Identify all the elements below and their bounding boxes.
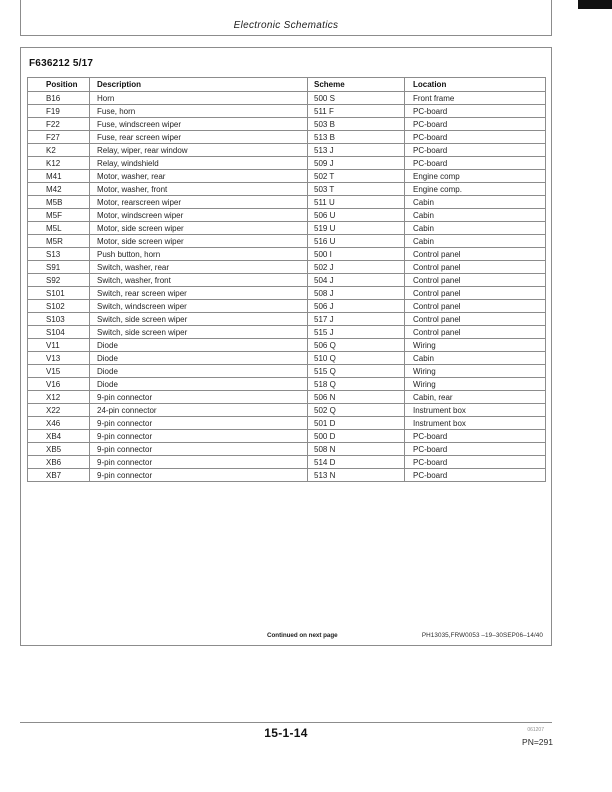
footer-rule: [20, 722, 552, 723]
table-row: [28, 365, 546, 378]
column-header-location: Location: [405, 78, 546, 92]
components-table-body: [28, 92, 546, 482]
table-cell: PC-board: [405, 131, 546, 144]
table-cell: Control panel: [405, 274, 546, 287]
table-cell: Cabin: [405, 235, 546, 248]
pn-label: PN=291: [522, 737, 553, 747]
table-cell: S91: [28, 261, 90, 274]
table-cell: 9-pin connector: [90, 469, 308, 482]
date-code: 061207: [527, 727, 544, 733]
table-row: [28, 235, 546, 248]
table-cell: Diode: [90, 339, 308, 352]
table-cell: 502 Q: [308, 404, 405, 417]
table-cell: Control panel: [405, 326, 546, 339]
table-row: [28, 430, 546, 443]
table-cell: Switch, washer, rear: [90, 261, 308, 274]
table-cell: PC-board: [405, 105, 546, 118]
table-row: [28, 391, 546, 404]
table-cell: F27: [28, 131, 90, 144]
running-header-box: [20, 0, 552, 36]
table-cell: 508 J: [308, 287, 405, 300]
table-cell: Switch, side screen wiper: [90, 326, 308, 339]
table-cell: Front frame: [405, 92, 546, 105]
column-header-description: Description: [90, 78, 308, 92]
table-cell: Wiring: [405, 339, 546, 352]
table-cell: B16: [28, 92, 90, 105]
table-cell: M5R: [28, 235, 90, 248]
table-cell: F22: [28, 118, 90, 131]
table-header-row: [28, 78, 546, 92]
table-cell: Push button, horn: [90, 248, 308, 261]
table-cell: 24-pin connector: [90, 404, 308, 417]
table-row: [28, 417, 546, 430]
table-cell: M41: [28, 170, 90, 183]
page-edge-tab: [578, 0, 612, 9]
table-cell: XB4: [28, 430, 90, 443]
table-cell: Diode: [90, 365, 308, 378]
table-cell: 514 D: [308, 456, 405, 469]
column-header-scheme: Scheme: [308, 78, 405, 92]
table-cell: 506 N: [308, 391, 405, 404]
table-row: [28, 157, 546, 170]
figure-title: F636212 5/17: [29, 58, 94, 69]
table-cell: Engine comp.: [405, 183, 546, 196]
table-cell: M5B: [28, 196, 90, 209]
table-cell: 9-pin connector: [90, 456, 308, 469]
table-cell: 506 J: [308, 300, 405, 313]
table-cell: Control panel: [405, 313, 546, 326]
table-row: [28, 248, 546, 261]
table-cell: Relay, windshield: [90, 157, 308, 170]
table-cell: 516 U: [308, 235, 405, 248]
table-cell: S101: [28, 287, 90, 300]
table-cell: Engine comp: [405, 170, 546, 183]
table-cell: 9-pin connector: [90, 430, 308, 443]
table-cell: Cabin, rear: [405, 391, 546, 404]
table-row: [28, 196, 546, 209]
table-cell: 504 J: [308, 274, 405, 287]
table-cell: M5L: [28, 222, 90, 235]
table-cell: XB6: [28, 456, 90, 469]
table-row: [28, 378, 546, 391]
table-cell: 502 T: [308, 170, 405, 183]
table-cell: XB5: [28, 443, 90, 456]
table-row: [28, 131, 546, 144]
table-cell: 503 T: [308, 183, 405, 196]
table-row: [28, 118, 546, 131]
table-cell: PC-board: [405, 118, 546, 131]
table-row: [28, 469, 546, 482]
table-row: [28, 183, 546, 196]
table-cell: Instrument box: [405, 417, 546, 430]
table-cell: PC-board: [405, 456, 546, 469]
table-cell: Motor, side screen wiper: [90, 235, 308, 248]
table-cell: Control panel: [405, 248, 546, 261]
table-cell: Cabin: [405, 209, 546, 222]
table-cell: PC-board: [405, 469, 546, 482]
table-cell: 506 Q: [308, 339, 405, 352]
table-cell: S104: [28, 326, 90, 339]
table-cell: 513 J: [308, 144, 405, 157]
table-cell: Control panel: [405, 261, 546, 274]
table-cell: K2: [28, 144, 90, 157]
table-cell: F19: [28, 105, 90, 118]
table-cell: 513 N: [308, 469, 405, 482]
table-row: [28, 274, 546, 287]
table-row: [28, 222, 546, 235]
table-cell: Cabin: [405, 196, 546, 209]
table-row: [28, 170, 546, 183]
table-cell: V13: [28, 352, 90, 365]
table-row: [28, 326, 546, 339]
table-cell: 501 D: [308, 417, 405, 430]
table-cell: 502 J: [308, 261, 405, 274]
table-row: [28, 404, 546, 417]
table-row: [28, 456, 546, 469]
table-cell: Motor, rearscreen wiper: [90, 196, 308, 209]
table-row: [28, 144, 546, 157]
table-cell: Relay, wiper, rear window: [90, 144, 308, 157]
table-cell: Motor, windscreen wiper: [90, 209, 308, 222]
table-cell: 515 Q: [308, 365, 405, 378]
table-cell: PC-board: [405, 430, 546, 443]
table-cell: Wiring: [405, 365, 546, 378]
table-cell: Control panel: [405, 300, 546, 313]
table-row: [28, 339, 546, 352]
table-cell: 509 J: [308, 157, 405, 170]
table-cell: 508 N: [308, 443, 405, 456]
table-cell: Fuse, rear screen wiper: [90, 131, 308, 144]
table-row: [28, 105, 546, 118]
table-row: [28, 287, 546, 300]
table-row: [28, 300, 546, 313]
table-row: [28, 352, 546, 365]
table-cell: Switch, windscreen wiper: [90, 300, 308, 313]
column-header-position: Position: [28, 78, 90, 92]
table-cell: Cabin: [405, 352, 546, 365]
table-cell: 500 S: [308, 92, 405, 105]
table-cell: 513 B: [308, 131, 405, 144]
table-cell: 506 U: [308, 209, 405, 222]
table-cell: M42: [28, 183, 90, 196]
table-cell: PC-board: [405, 157, 546, 170]
table-cell: 519 U: [308, 222, 405, 235]
table-cell: 510 Q: [308, 352, 405, 365]
table-cell: 517 J: [308, 313, 405, 326]
table-row: [28, 92, 546, 105]
table-cell: Instrument box: [405, 404, 546, 417]
running-header-label: Electronic Schematics: [233, 20, 339, 31]
table-cell: S102: [28, 300, 90, 313]
table-cell: 500 D: [308, 430, 405, 443]
table-row: [28, 261, 546, 274]
table-row: [28, 443, 546, 456]
table-cell: S13: [28, 248, 90, 261]
table-cell: 9-pin connector: [90, 417, 308, 430]
table-cell: 515 J: [308, 326, 405, 339]
table-cell: X12: [28, 391, 90, 404]
table-cell: V11: [28, 339, 90, 352]
table-cell: Motor, washer, rear: [90, 170, 308, 183]
table-cell: M5F: [28, 209, 90, 222]
table-cell: K12: [28, 157, 90, 170]
table-cell: Wiring: [405, 378, 546, 391]
table-row: [28, 209, 546, 222]
table-cell: Fuse, windscreen wiper: [90, 118, 308, 131]
table-cell: PC-board: [405, 443, 546, 456]
table-cell: Horn: [90, 92, 308, 105]
table-cell: 511 U: [308, 196, 405, 209]
table-cell: Motor, side screen wiper: [90, 222, 308, 235]
table-cell: 9-pin connector: [90, 391, 308, 404]
table-cell: Switch, rear screen wiper: [90, 287, 308, 300]
table-cell: Switch, side screen wiper: [90, 313, 308, 326]
page-number: 15-1-14: [264, 726, 308, 740]
table-cell: 500 I: [308, 248, 405, 261]
table-cell: XB7: [28, 469, 90, 482]
table-cell: Motor, washer, front: [90, 183, 308, 196]
table-cell: Switch, washer, front: [90, 274, 308, 287]
table-cell: X46: [28, 417, 90, 430]
table-cell: X22: [28, 404, 90, 417]
components-table: [27, 77, 546, 482]
table-cell: V16: [28, 378, 90, 391]
continued-note: Continued on next page: [267, 632, 338, 639]
doc-code: PH13035,FRW0053 –19–30SEP06–14/40: [421, 632, 543, 639]
table-cell: S92: [28, 274, 90, 287]
table-cell: PC-board: [405, 144, 546, 157]
table-row: [28, 313, 546, 326]
table-cell: Cabin: [405, 222, 546, 235]
table-cell: 518 Q: [308, 378, 405, 391]
figure-panel: [20, 47, 552, 646]
table-cell: V15: [28, 365, 90, 378]
table-cell: S103: [28, 313, 90, 326]
table-cell: Diode: [90, 352, 308, 365]
table-cell: Diode: [90, 378, 308, 391]
table-cell: Fuse, horn: [90, 105, 308, 118]
table-cell: 511 F: [308, 105, 405, 118]
table-cell: 9-pin connector: [90, 443, 308, 456]
table-cell: 503 B: [308, 118, 405, 131]
table-cell: Control panel: [405, 287, 546, 300]
